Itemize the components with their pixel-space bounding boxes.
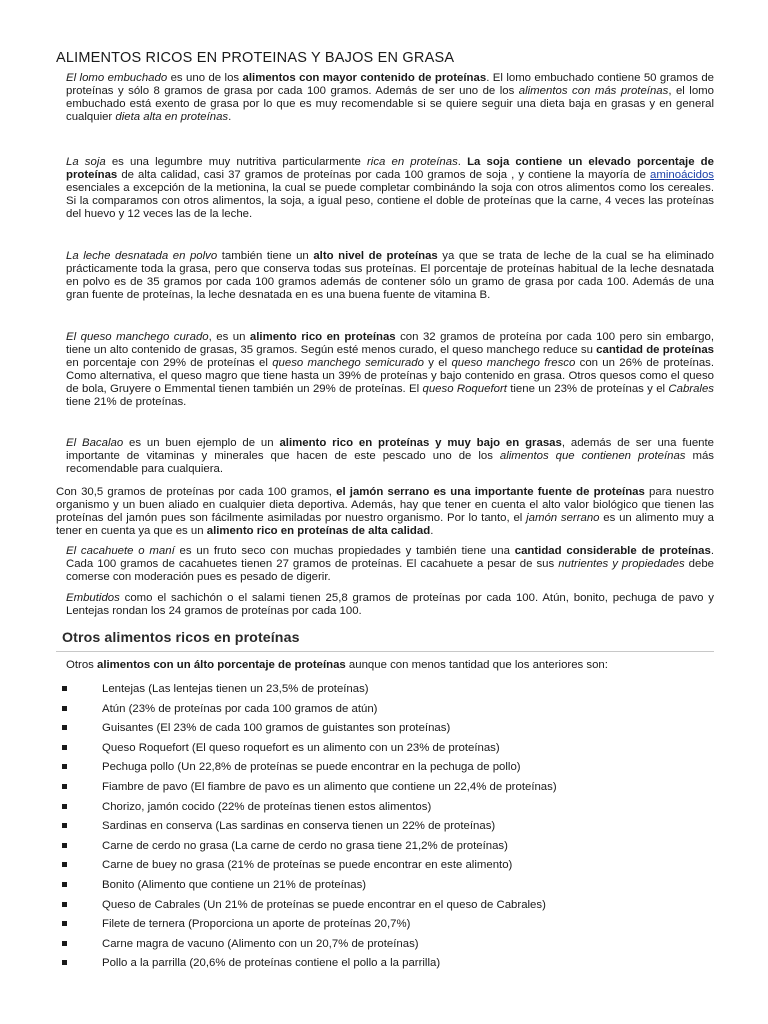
bold-text: alimento rico en proteínas de alta calidad <box>206 524 431 537</box>
square-bullet-icon <box>62 784 67 789</box>
section-heading: Otros alimentos ricos en proteínas <box>62 630 300 646</box>
text-run: en porcentaje con 29% de proteínas el <box>66 356 273 369</box>
list-item-text: Pechuga pollo (Un 22,8% de proteínas se puede encontrar en la pechuga de pollo) <box>102 761 521 774</box>
bold-text: el jamón serrano es una importante fuente de proteínas <box>336 486 645 498</box>
italic-text: La leche desnatada en polvo <box>66 250 218 262</box>
list-item-text: Carne magra de vacuno (Alimento con un 20,7% de proteínas) <box>102 937 419 950</box>
text-run: también tiene un <box>217 250 314 262</box>
text-run: es un fruto seco con muchas propiedades y también tiene una <box>174 545 515 557</box>
italic-text: alimentos que contienen proteínas <box>499 449 686 462</box>
list-item <box>60 857 557 877</box>
intro-emphasis: alimentos con un álto porcentaje de proteínas <box>97 659 346 671</box>
text-run: ya que se trata de leche de la cual se ha eliminado prácticamente toda la grasa, pero que conserva todas sus proteínas. El porcentaje de proteínas habitual de la leche desnatada en polvo es de 35 gramos por cada 100 gramos además de contener sólo un gramo de grasa por cada 100. Además de una gran fuente de proteínas, la leche desnatada en es una buena fuente de vitamina B. <box>66 250 715 301</box>
list-item-text: Carne de buey no grasa (21% de proteínas se puede encontrar en este alimento) <box>102 859 513 872</box>
document-title: ALIMENTOS RICOS EN PROTEINAS Y BAJOS EN GRASA <box>56 50 455 66</box>
link-aminoacidos[interactable]: aminoácidos <box>650 168 714 181</box>
text-run: es un alimento muy a tener en cuenta ya que es un <box>56 511 714 537</box>
italic-text: alimentos con más proteínas <box>518 84 669 97</box>
paragraph-leche <box>66 250 714 302</box>
list-item <box>60 955 557 975</box>
text-run: debe comerse con moderación pues es pesado de digerir. <box>66 557 714 583</box>
text-run: , además de ser una fuente importante de vitaminas y minerales que hacen de este pescado uno de los <box>66 437 714 462</box>
list-item <box>60 779 557 799</box>
protein-food-list <box>60 681 557 975</box>
list-item <box>60 740 557 760</box>
paragraph-queso <box>66 331 714 408</box>
text-run: , el lomo embuchado está exento de grasa por lo que es muy recomendable si se quiere seguir una dieta baja en grasas y en general cualquier <box>66 84 714 123</box>
square-bullet-icon <box>62 706 67 711</box>
text-run: es una legumbre muy nutritiva particularmente <box>105 156 368 168</box>
square-bullet-icon <box>62 862 67 867</box>
text-run: y el <box>423 356 452 369</box>
italic-text: queso manchego semicurado <box>272 356 424 369</box>
square-bullet-icon <box>62 902 67 907</box>
text-run: como el sachichón o el salami tienen 25,8 gramos de proteínas por cada 100. Atún, bonito, pechuga de pavo y Lentejas rondan los 24 gramos de proteínas por cada 100. <box>66 592 714 617</box>
text-run: tiene un 23% de proteínas y el <box>506 382 669 395</box>
section-intro <box>66 659 608 671</box>
paragraph-soja <box>66 156 714 221</box>
italic-text: Embutidos <box>66 592 120 604</box>
list-item-text: Queso Roquefort (El queso roquefort es un alimento con un 23% de proteínas) <box>102 741 500 754</box>
italic-text: La soja <box>66 156 106 168</box>
list-item-text: Carne de cerdo no grasa (La carne de cerdo no grasa tiene 21,2% de proteínas) <box>102 839 508 852</box>
list-item-text: Filete de ternera (Proporciona un aporte de proteínas 20,7%) <box>102 918 411 931</box>
paragraph-jamon <box>56 486 714 538</box>
paragraph-embutidos <box>66 592 714 618</box>
list-item-text: Atún (23% de proteínas por cada 100 gramos de atún) <box>102 702 378 715</box>
bold-text: alimentos con mayor contenido de proteínas <box>242 72 487 84</box>
bold-text: alto nivel de proteínas <box>313 250 438 262</box>
italic-text: queso Roquefort <box>422 382 507 395</box>
italic-text: El lomo embuchado <box>66 72 168 84</box>
section-divider <box>56 651 714 652</box>
square-bullet-icon <box>62 764 67 769</box>
list-item <box>60 701 557 721</box>
list-item-text: Sardinas en conserva (Las sardinas en conserva tienen un 22% de proteínas) <box>102 820 496 833</box>
italic-text: dieta alta en proteínas <box>115 110 229 123</box>
italic-text: El queso manchego curado <box>66 331 209 343</box>
list-item <box>60 681 557 701</box>
list-item-text: Chorizo, jamón cocido (22% de proteínas tienen estos alimentos) <box>102 800 432 813</box>
square-bullet-icon <box>62 804 67 809</box>
text-run: . <box>457 156 468 168</box>
italic-text: nutrientes y propiedades <box>558 557 685 570</box>
square-bullet-icon <box>62 921 67 926</box>
text-run: para nuestro organismo y un buen aliado en cualquier dieta deportiva. Además, hay que tener en cuenta el alto valor biológico que tienen las proteínas del jamón pues son fácilmente asimiladas por nuestro organismo. Por lo tanto, el <box>56 486 715 524</box>
italic-text: jamón serrano <box>526 511 600 524</box>
italic-text: rica en proteínas <box>367 156 458 168</box>
list-item-text: Guisantes (El 23% de cada 100 gramos de guistantes son proteínas) <box>102 722 451 735</box>
square-bullet-icon <box>62 843 67 848</box>
text-run: más recomendable para cualquiera. <box>66 449 714 475</box>
text-run: es un buen ejemplo de un <box>123 437 280 449</box>
list-item-text: Fiambre de pavo (El fiambre de pavo es un alimento que contiene un 22,4% de proteínas) <box>102 780 557 793</box>
list-item-text: Bonito (Alimento que contiene un 21% de proteínas) <box>102 878 367 891</box>
paragraph-bacalao <box>66 437 714 476</box>
bold-text: La soja contiene un elevado porcentaje de proteínas <box>66 156 714 181</box>
bold-text: cantidad considerable de proteínas <box>514 545 711 557</box>
list-item <box>60 818 557 838</box>
paragraph-lomo <box>66 72 714 124</box>
list-item <box>60 759 557 779</box>
list-item <box>60 897 557 917</box>
bold-text: cantidad de proteínas <box>596 343 714 356</box>
list-item <box>60 936 557 956</box>
text-run: , es un <box>208 331 250 343</box>
text-run: esenciales a excepción de la metionina, la cual se puede completar combinándo la soja con otros alimentos como los cereales. Si la comparamos con otros alimentos, la soja, a igual peso, contiene el doble de proteínas que la carne, 4 veces las proteínas del huevo y 12 veces las de la leche. <box>66 181 714 220</box>
bold-text: alimento rico en proteínas y muy bajo en grasas <box>279 437 562 449</box>
text-run: . <box>228 110 232 123</box>
square-bullet-icon <box>62 686 67 691</box>
text-run: . El lomo embuchado contiene 50 gramos de proteínas y sólo 8 gramos de grasa por cada 100 gramos. Además de ser uno de los <box>66 72 714 97</box>
bold-text: alimento rico en proteínas <box>249 331 396 343</box>
square-bullet-icon <box>62 941 67 946</box>
text-run: . <box>430 524 434 537</box>
square-bullet-icon <box>62 745 67 750</box>
list-item <box>60 720 557 740</box>
intro-text: Otros <box>66 659 98 671</box>
list-item-text: Pollo a la parrilla (20,6% de proteínas contiene el pollo a la parrilla) <box>102 957 441 970</box>
list-item-text: Queso de Cabrales (Un 21% de proteínas se puede encontrar en el queso de Cabrales) <box>102 898 546 911</box>
italic-text: queso manchego fresco <box>451 356 576 369</box>
text-run: de alta calidad, casi 37 gramos de proteínas por cada 100 gramos de soja , y contiene la mayoría de <box>117 168 651 181</box>
text-run: es uno de los <box>167 72 243 84</box>
italic-text: El cacahuete o maní <box>66 545 175 557</box>
list-item <box>60 877 557 897</box>
intro-text-end: aunque con menos tantidad que los anteriores son: <box>345 659 608 671</box>
list-item <box>60 799 557 819</box>
italic-text: El Bacalao <box>66 437 124 449</box>
square-bullet-icon <box>62 882 67 887</box>
paragraph-cacahuete <box>66 545 714 584</box>
square-bullet-icon <box>62 725 67 730</box>
list-item <box>60 838 557 858</box>
text-run: Con 30,5 gramos de proteínas por cada 100 gramos, <box>56 486 337 498</box>
italic-text: Cabrales <box>668 382 714 395</box>
square-bullet-icon <box>62 960 67 965</box>
list-item <box>60 916 557 936</box>
text-run: con un 26% de proteínas. Como alternativa, el queso magro que tiene hasta un 39% de proteínas y bajo contenido en grasa. Otros quesos como el queso de bola, Gruyere o Emmental tienen también un 29% de proteínas. El <box>66 356 715 395</box>
text-run: tiene 21% de proteínas. <box>66 395 187 408</box>
text-run: con 32 gramos de proteína por cada 100 pero sin embargo, tiene un alto contenido de grasas, 35 gramos. Según esté menos curado, el queso manchego reduce su <box>66 331 714 356</box>
list-item-text: Lentejas (Las lentejas tienen un 23,5% de proteínas) <box>102 683 369 695</box>
square-bullet-icon <box>62 823 67 828</box>
text-run: . Cada 100 gramos de cacahuetes tienen 27 gramos de proteínas. El cacahuete a pesar de sus <box>66 545 714 570</box>
